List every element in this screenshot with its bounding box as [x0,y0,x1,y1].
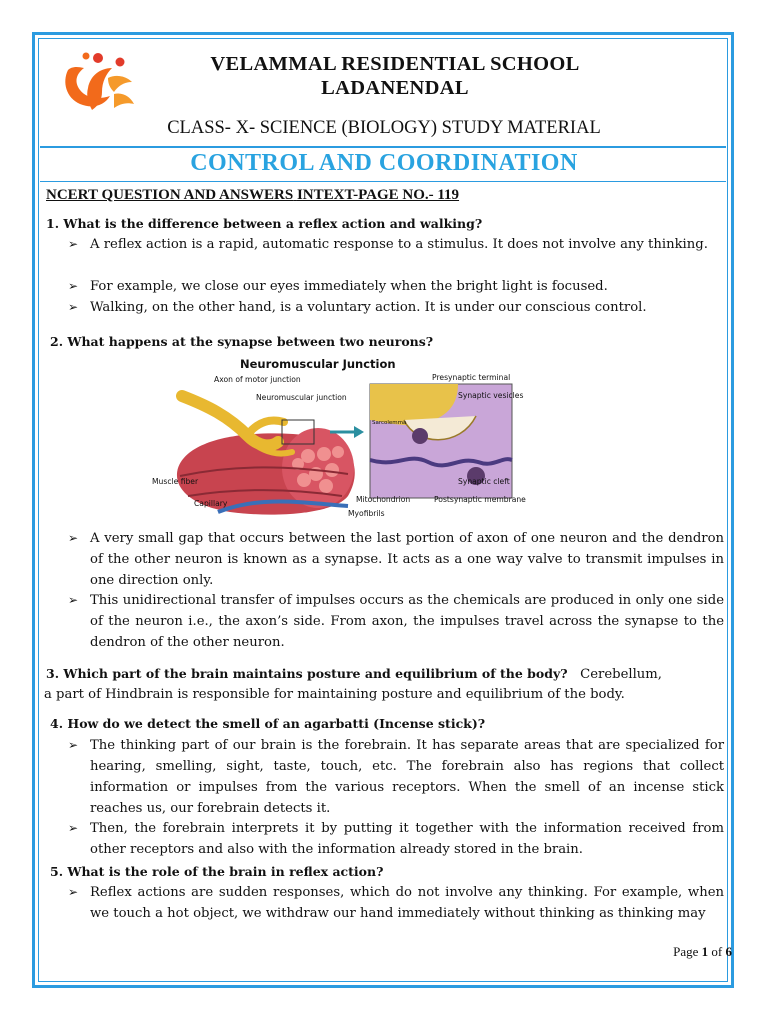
q1-bullet-1: ➢ A reflex action is a rapid, automatic response to a stimulus. It does not involve any thinking. [90,234,724,255]
section-subheading [46,187,459,204]
arrow-bullet-icon: ➢ [68,300,79,314]
label-cleft: Synaptic cleft [458,477,510,486]
label-axon: Axon of motor junction [214,375,301,384]
arrow-bullet-icon: ➢ [68,531,79,545]
divider-top [40,146,726,148]
subheading-part1: NCERT QUESTION AND ANSWERS [46,187,294,203]
school-name-line1: VELAMMAL RESIDENTIAL SCHOOL [210,53,580,75]
label-presynaptic: Presynaptic terminal [432,373,511,382]
question-3-answer-inline: Cerebellum, [580,667,662,682]
arrow-bullet-icon: ➢ [68,821,79,835]
school-name [150,52,640,100]
school-logo [58,48,150,116]
label-postsynaptic: Postsynaptic membrane [434,495,526,504]
class-line: CLASS- X- SCIENCE (BIOLOGY) STUDY MATERIAL [167,118,601,138]
page-title: CONTROL AND COORDINATION [190,150,578,176]
arrow-bullet-icon: ➢ [68,738,79,752]
q1-bullet-3: ➢ Walking, on the other hand, is a voluntary action. It is under our conscious control. [90,297,724,318]
q2-bullet-2: ➢ This unidirectional transfer of impulses occurs as the chemicals are produced in only one side of the neuron i.e., the axon’s side. From axon, the impulses travel across the synapse to the dendron of the other neuron. [90,590,724,653]
question-2: 2. What happens at the synapse between two neurons? [50,334,434,349]
label-muscle-fiber: Muscle fiber [152,477,199,486]
q1-bullet-2: ➢ For example, we close our eyes immediately when the bright light is focused. [90,276,724,297]
neuromuscular-junction-figure [152,356,530,518]
arrow-bullet-icon: ➢ [68,237,79,251]
q4-bullet-2: ➢ Then, the forebrain interprets it by putting it together with the information received from other receptors and also with the information already stored in the brain. [90,818,724,860]
label-nmj: Neuromuscular junction [256,393,347,402]
arrow-bullet-icon: ➢ [68,279,79,293]
divider-title [40,181,726,182]
subheading-part2: INTEXT-PAGE NO.- 119 [296,187,460,203]
label-vesicles: Synaptic vesicles [458,391,524,400]
q2-bullet-1: ➢ A very small gap that occurs between the last portion of axon of one neuron and the dendron of the other neuron is known as a synapse. It acts as a one way valve to transmit impulses in one direction only. [90,528,724,591]
question-5: 5. What is the role of the brain in reflex action? [50,864,384,879]
question-4: 4. How do we detect the smell of an agarbatti (Incense stick)? [50,716,486,731]
arrow-bullet-icon: ➢ [68,885,79,899]
figure-title: Neuromuscular Junction [240,357,396,371]
page-number: Page 1 of 6 [673,944,732,959]
label-capillary: Capillary [194,499,228,508]
question-3-answer: a part of Hindbrain is responsible for maintaining posture and equilibrium of the body. [44,687,625,702]
school-name-line2: LADANENDAL [321,77,469,99]
question-3-block [46,663,726,685]
label-mitochondrion: Mitochondrion [356,495,411,504]
question-1: 1. What is the difference between a reflex action and walking? [46,216,483,231]
label-myofibrils: Myofibrils [348,509,385,518]
label-sarcolemma: Sarcolemma [372,420,407,426]
q4-bullet-1: ➢ The thinking part of our brain is the forebrain. It has separate areas that are specialized for hearing, smelling, sight, taste, touch, etc. The forebrain also has regions that collect information or impulses from the various receptors. When the smell of an incense stick reaches us, our forebrain detects it. [90,735,724,819]
arrow-bullet-icon: ➢ [68,593,79,607]
q5-bullet-1: ➢ Reflex actions are sudden responses, which do not involve any thinking. For example, when we touch a hot object, we withdraw our hand immediately without thinking as thinking may [90,882,724,924]
question-3: 3. Which part of the brain maintains posture and equilibrium of the body? [46,666,568,681]
